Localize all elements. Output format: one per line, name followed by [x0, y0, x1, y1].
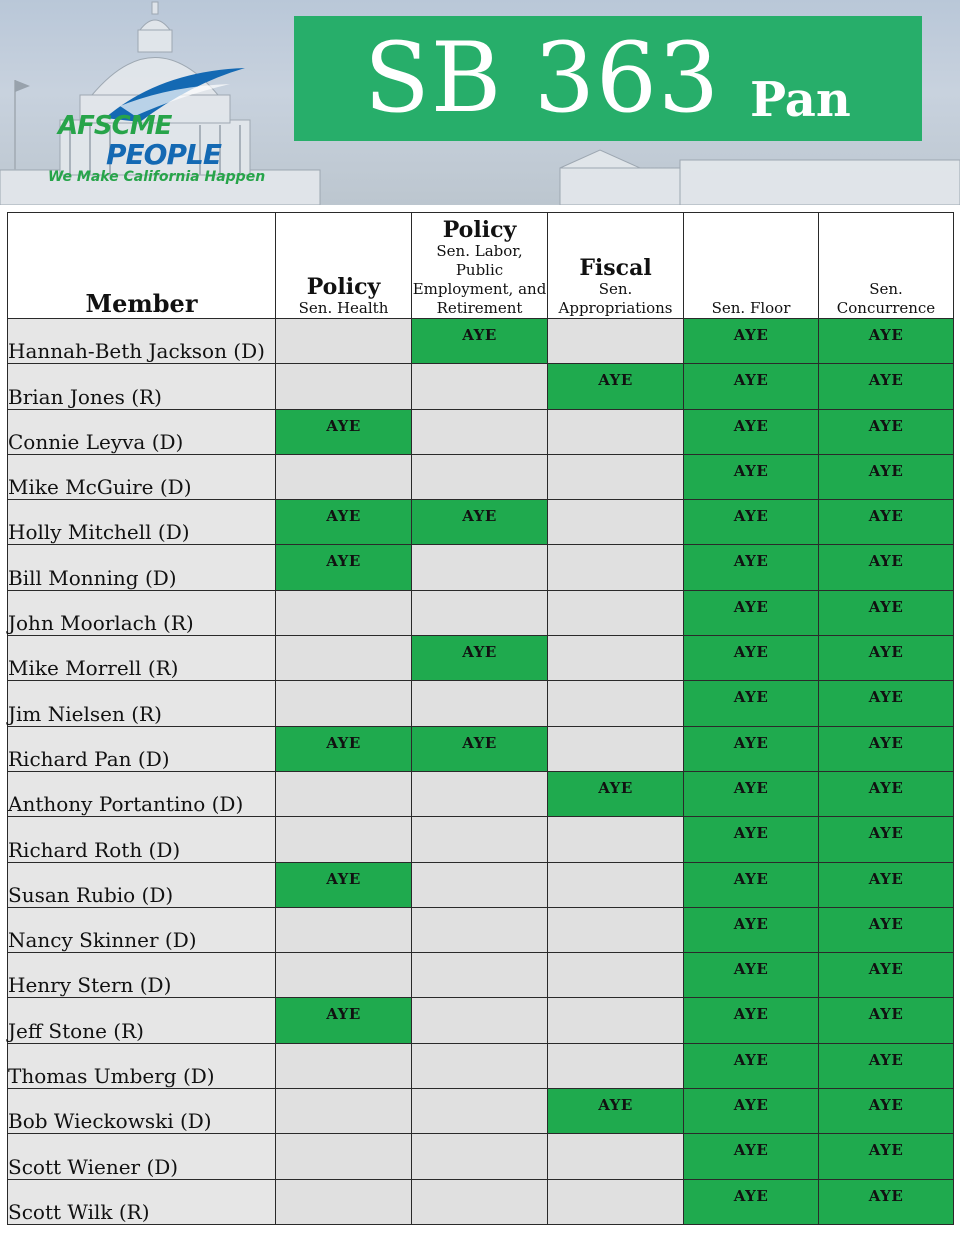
- vote-label: [412, 681, 547, 689]
- vote-label: [548, 1044, 683, 1052]
- vote-label: AYE: [868, 326, 904, 344]
- vote-cell-floor: [684, 681, 819, 726]
- column-header-sub: Sen. Health: [298, 299, 389, 317]
- table-row: [8, 862, 954, 907]
- vote-label: AYE: [868, 643, 904, 662]
- vote-label: [548, 953, 683, 961]
- vote-label: [412, 1134, 547, 1142]
- column-header-main: Policy: [442, 217, 517, 243]
- vote-cell-floor: [684, 817, 819, 862]
- vote-cell-concurrence: [819, 862, 954, 907]
- column-header-sub: Sen. Concurrence: [836, 280, 936, 317]
- vote-cell-concurrence: [819, 1134, 954, 1179]
- vote-label: [548, 1180, 683, 1188]
- vote-cell-floor: [684, 364, 819, 409]
- vote-cell-health: [276, 636, 412, 681]
- table-row: [8, 1179, 954, 1224]
- vote-label: AYE: [733, 778, 769, 797]
- vote-label: AYE: [462, 643, 497, 662]
- bill-author: Pan: [750, 72, 851, 128]
- vote-cell-concurrence: [819, 817, 954, 862]
- vote-label: AYE: [733, 1005, 769, 1024]
- vote-label: AYE: [733, 688, 769, 707]
- vote-cell-labor: [412, 907, 548, 952]
- vote-label: [276, 1044, 411, 1052]
- column-header-appropriations: [548, 213, 684, 319]
- vote-cell-health: [276, 953, 412, 998]
- vote-cell-appropriations: [548, 771, 684, 816]
- vote-label: AYE: [868, 960, 904, 979]
- vote-cell-labor: [412, 953, 548, 998]
- vote-cell-appropriations: [548, 500, 684, 545]
- vote-label: AYE: [868, 507, 904, 526]
- vote-label: AYE: [868, 778, 904, 797]
- vote-label: AYE: [733, 914, 769, 933]
- vote-label: AYE: [733, 552, 769, 571]
- vote-label: [276, 455, 411, 463]
- table-row: [8, 681, 954, 726]
- vote-cell-concurrence: [819, 726, 954, 771]
- table-row: [8, 545, 954, 590]
- vote-cell-health: [276, 726, 412, 771]
- column-header-member: Member: [8, 213, 276, 319]
- vote-cell-health: [276, 1134, 412, 1179]
- vote-cell-labor: [412, 726, 548, 771]
- vote-cell-floor: [684, 319, 819, 364]
- vote-label: [412, 817, 547, 825]
- vote-label: AYE: [733, 1096, 769, 1115]
- vote-cell-appropriations: [548, 409, 684, 454]
- vote-cell-floor: [684, 1043, 819, 1088]
- vote-label: [548, 455, 683, 463]
- vote-cell-concurrence: [819, 545, 954, 590]
- vote-cell-floor: [684, 1089, 819, 1134]
- header-banner: [0, 0, 960, 205]
- column-header-sub: Sen. Appropriations: [558, 280, 673, 317]
- vote-cell-floor: [684, 1134, 819, 1179]
- vote-cell-appropriations: [548, 998, 684, 1043]
- vote-cell-labor: [412, 319, 548, 364]
- vote-label: AYE: [598, 371, 633, 390]
- vote-cell-labor: [412, 590, 548, 635]
- vote-cell-appropriations: [548, 726, 684, 771]
- vote-cell-health: [276, 1089, 412, 1134]
- vote-cell-appropriations: [548, 364, 684, 409]
- vote-cell-concurrence: [819, 1179, 954, 1224]
- vote-label: AYE: [462, 507, 497, 526]
- vote-cell-floor: [684, 726, 819, 771]
- member-name: Bob Wieckowski (D): [8, 1089, 276, 1134]
- vote-label: AYE: [868, 1141, 904, 1160]
- member-name: Scott Wiener (D): [8, 1134, 276, 1179]
- table-row: [8, 1134, 954, 1179]
- vote-label: [412, 998, 547, 1006]
- vote-cell-appropriations: [548, 907, 684, 952]
- bill-title-box: [294, 16, 922, 141]
- vote-cell-labor: [412, 998, 548, 1043]
- vote-cell-labor: [412, 862, 548, 907]
- vote-cell-health: [276, 1043, 412, 1088]
- vote-cell-floor: [684, 590, 819, 635]
- column-header-main: Fiscal: [579, 255, 652, 281]
- vote-label: AYE: [733, 733, 769, 752]
- vote-label: [276, 1134, 411, 1142]
- column-header-floor: [684, 213, 819, 319]
- vote-cell-labor: [412, 1179, 548, 1224]
- vote-label: AYE: [326, 733, 361, 752]
- vote-cell-appropriations: [548, 590, 684, 635]
- vote-label: AYE: [733, 960, 769, 979]
- member-name: Thomas Umberg (D): [8, 1043, 276, 1088]
- vote-cell-concurrence: [819, 998, 954, 1043]
- vote-label: AYE: [733, 1141, 769, 1160]
- table-row: [8, 1089, 954, 1134]
- vote-cell-appropriations: [548, 1043, 684, 1088]
- vote-label: AYE: [326, 1005, 361, 1024]
- vote-label: AYE: [733, 643, 769, 662]
- table-row: [8, 636, 954, 681]
- vote-cell-labor: [412, 636, 548, 681]
- vote-label: [276, 908, 411, 916]
- vote-cell-health: [276, 771, 412, 816]
- vote-label: AYE: [868, 597, 904, 616]
- vote-label: [412, 591, 547, 599]
- vote-cell-labor: [412, 409, 548, 454]
- vote-cell-concurrence: [819, 1089, 954, 1134]
- vote-label: [548, 727, 683, 735]
- vote-cell-floor: [684, 1179, 819, 1224]
- vote-label: AYE: [868, 869, 904, 888]
- vote-cell-health: [276, 454, 412, 499]
- vote-label: [548, 410, 683, 418]
- table-row: [8, 590, 954, 635]
- vote-label: [548, 545, 683, 553]
- column-header-sub: Sen. Floor: [711, 299, 791, 317]
- vote-label: [276, 953, 411, 961]
- vote-cell-health: [276, 500, 412, 545]
- vote-cell-appropriations: [548, 1089, 684, 1134]
- vote-cell-floor: [684, 454, 819, 499]
- afscme-people-logo: [40, 66, 280, 190]
- vote-label: [412, 772, 547, 780]
- vote-cell-health: [276, 590, 412, 635]
- vote-label: [548, 863, 683, 871]
- vote-label: AYE: [326, 507, 361, 526]
- vote-label: [548, 1134, 683, 1142]
- table-row: [8, 771, 954, 816]
- member-name: Jim Nielsen (R): [8, 681, 276, 726]
- header-row: [8, 213, 954, 319]
- vote-cell-floor: [684, 998, 819, 1043]
- vote-label: AYE: [733, 869, 769, 888]
- column-header-concurrence: [819, 213, 954, 319]
- vote-cell-labor: [412, 1134, 548, 1179]
- member-name: Henry Stern (D): [8, 953, 276, 998]
- vote-label: AYE: [868, 416, 904, 435]
- member-name: Bill Monning (D): [8, 545, 276, 590]
- vote-label: AYE: [868, 688, 904, 707]
- vote-label: [548, 681, 683, 689]
- vote-cell-health: [276, 907, 412, 952]
- vote-label: [276, 772, 411, 780]
- vote-label: [548, 500, 683, 508]
- member-name: Brian Jones (R): [8, 364, 276, 409]
- vote-cell-concurrence: [819, 454, 954, 499]
- vote-label: AYE: [462, 326, 497, 344]
- table-row: [8, 726, 954, 771]
- vote-cell-health: [276, 681, 412, 726]
- vote-label: AYE: [733, 824, 769, 843]
- vote-label: [548, 908, 683, 916]
- vote-cell-health: [276, 862, 412, 907]
- vote-label: [412, 1089, 547, 1097]
- member-name: Susan Rubio (D): [8, 862, 276, 907]
- vote-label: [412, 1180, 547, 1188]
- vote-label: [276, 681, 411, 689]
- vote-label: AYE: [868, 371, 904, 390]
- vote-cell-floor: [684, 862, 819, 907]
- vote-cell-concurrence: [819, 590, 954, 635]
- vote-label: AYE: [733, 416, 769, 435]
- vote-cell-concurrence: [819, 500, 954, 545]
- vote-label: [412, 1044, 547, 1052]
- table-row: [8, 817, 954, 862]
- vote-cell-labor: [412, 364, 548, 409]
- vote-label: AYE: [598, 1096, 633, 1115]
- vote-cell-health: [276, 1179, 412, 1224]
- table-row: [8, 953, 954, 998]
- member-name: Scott Wilk (R): [8, 1179, 276, 1224]
- table-row: [8, 998, 954, 1043]
- vote-cell-concurrence: [819, 409, 954, 454]
- vote-cell-labor: [412, 817, 548, 862]
- vote-cell-concurrence: [819, 907, 954, 952]
- vote-label: AYE: [868, 1096, 904, 1115]
- vote-label: [412, 545, 547, 553]
- column-header-labor: [412, 213, 548, 319]
- vote-cell-concurrence: [819, 1043, 954, 1088]
- member-name: Jeff Stone (R): [8, 998, 276, 1043]
- vote-cell-concurrence: [819, 636, 954, 681]
- vote-cell-labor: [412, 454, 548, 499]
- vote-cell-floor: [684, 545, 819, 590]
- table-row: [8, 319, 954, 364]
- vote-label: AYE: [326, 869, 361, 888]
- vote-label: [548, 591, 683, 599]
- vote-label: AYE: [462, 733, 497, 752]
- table-row: [8, 500, 954, 545]
- vote-label: [548, 636, 683, 644]
- vote-label: AYE: [868, 1050, 904, 1069]
- member-name: John Moorlach (R): [8, 590, 276, 635]
- vote-cell-labor: [412, 1089, 548, 1134]
- vote-label: AYE: [733, 507, 769, 526]
- vote-cell-labor: [412, 500, 548, 545]
- vote-label: AYE: [598, 778, 633, 797]
- vote-label: [548, 817, 683, 825]
- vote-cell-appropriations: [548, 1134, 684, 1179]
- vote-cell-labor: [412, 545, 548, 590]
- vote-cell-floor: [684, 636, 819, 681]
- table-row: [8, 454, 954, 499]
- vote-table-body: [8, 319, 954, 1225]
- vote-label: AYE: [733, 371, 769, 390]
- table-row: [8, 409, 954, 454]
- vote-label: AYE: [326, 552, 361, 571]
- vote-cell-appropriations: [548, 817, 684, 862]
- vote-cell-floor: [684, 409, 819, 454]
- vote-cell-concurrence: [819, 681, 954, 726]
- vote-label: [276, 1180, 411, 1188]
- vote-cell-health: [276, 545, 412, 590]
- vote-label: [276, 591, 411, 599]
- vote-cell-health: [276, 817, 412, 862]
- vote-label: [276, 319, 411, 327]
- vote-label: [276, 817, 411, 825]
- vote-label: AYE: [868, 733, 904, 752]
- vote-label: [412, 410, 547, 418]
- vote-label: [548, 998, 683, 1006]
- vote-label: [276, 636, 411, 644]
- table-row: [8, 364, 954, 409]
- vote-cell-appropriations: [548, 545, 684, 590]
- logo-afscme-text: AFSCME: [58, 111, 172, 141]
- vote-cell-health: [276, 998, 412, 1043]
- vote-cell-appropriations: [548, 953, 684, 998]
- table-row: [8, 1043, 954, 1088]
- vote-label: [412, 863, 547, 871]
- vote-label: AYE: [733, 597, 769, 616]
- vote-cell-appropriations: [548, 454, 684, 499]
- vote-label: AYE: [868, 1005, 904, 1024]
- vote-cell-floor: [684, 907, 819, 952]
- member-name: Richard Pan (D): [8, 726, 276, 771]
- vote-label: [412, 455, 547, 463]
- vote-cell-concurrence: [819, 953, 954, 998]
- vote-label: AYE: [868, 461, 904, 480]
- vote-cell-appropriations: [548, 636, 684, 681]
- vote-label: AYE: [733, 326, 769, 344]
- vote-cell-concurrence: [819, 319, 954, 364]
- vote-label: AYE: [868, 914, 904, 933]
- vote-label: [276, 1089, 411, 1097]
- vote-cell-labor: [412, 771, 548, 816]
- vote-label: AYE: [868, 552, 904, 571]
- vote-cell-health: [276, 319, 412, 364]
- member-name: Holly Mitchell (D): [8, 500, 276, 545]
- vote-cell-floor: [684, 500, 819, 545]
- vote-cell-health: [276, 364, 412, 409]
- vote-cell-appropriations: [548, 862, 684, 907]
- member-name: Anthony Portantino (D): [8, 771, 276, 816]
- member-name: Mike Morrell (R): [8, 636, 276, 681]
- bill-number: SB 363: [364, 22, 721, 134]
- column-header-sub: Sen. Labor, Public Employment, and Retirement: [412, 242, 547, 317]
- vote-label: AYE: [868, 1186, 904, 1205]
- member-name: Connie Leyva (D): [8, 409, 276, 454]
- vote-cell-labor: [412, 1043, 548, 1088]
- vote-label: [276, 364, 411, 372]
- vote-cell-appropriations: [548, 319, 684, 364]
- vote-label: [548, 319, 683, 327]
- vote-cell-concurrence: [819, 771, 954, 816]
- vote-table: [7, 212, 954, 1225]
- vote-label: AYE: [733, 1050, 769, 1069]
- member-name: Hannah-Beth Jackson (D): [8, 319, 276, 364]
- column-header-health: [276, 213, 412, 319]
- vote-label: [412, 908, 547, 916]
- vote-label: AYE: [733, 1186, 769, 1205]
- vote-label: AYE: [326, 416, 361, 435]
- vote-label: [412, 953, 547, 961]
- column-header-main: Policy: [306, 274, 381, 300]
- member-name: Richard Roth (D): [8, 817, 276, 862]
- logo-tagline: We Make California Happen: [48, 169, 266, 185]
- vote-label: [412, 364, 547, 372]
- member-name: Nancy Skinner (D): [8, 907, 276, 952]
- vote-cell-appropriations: [548, 1179, 684, 1224]
- vote-cell-health: [276, 409, 412, 454]
- vote-cell-concurrence: [819, 364, 954, 409]
- table-row: [8, 907, 954, 952]
- member-name: Mike McGuire (D): [8, 454, 276, 499]
- vote-cell-floor: [684, 953, 819, 998]
- vote-cell-floor: [684, 771, 819, 816]
- vote-label: AYE: [868, 824, 904, 843]
- vote-cell-labor: [412, 681, 548, 726]
- logo-people-text: PEOPLE: [106, 138, 221, 171]
- vote-label: AYE: [733, 461, 769, 480]
- vote-cell-appropriations: [548, 681, 684, 726]
